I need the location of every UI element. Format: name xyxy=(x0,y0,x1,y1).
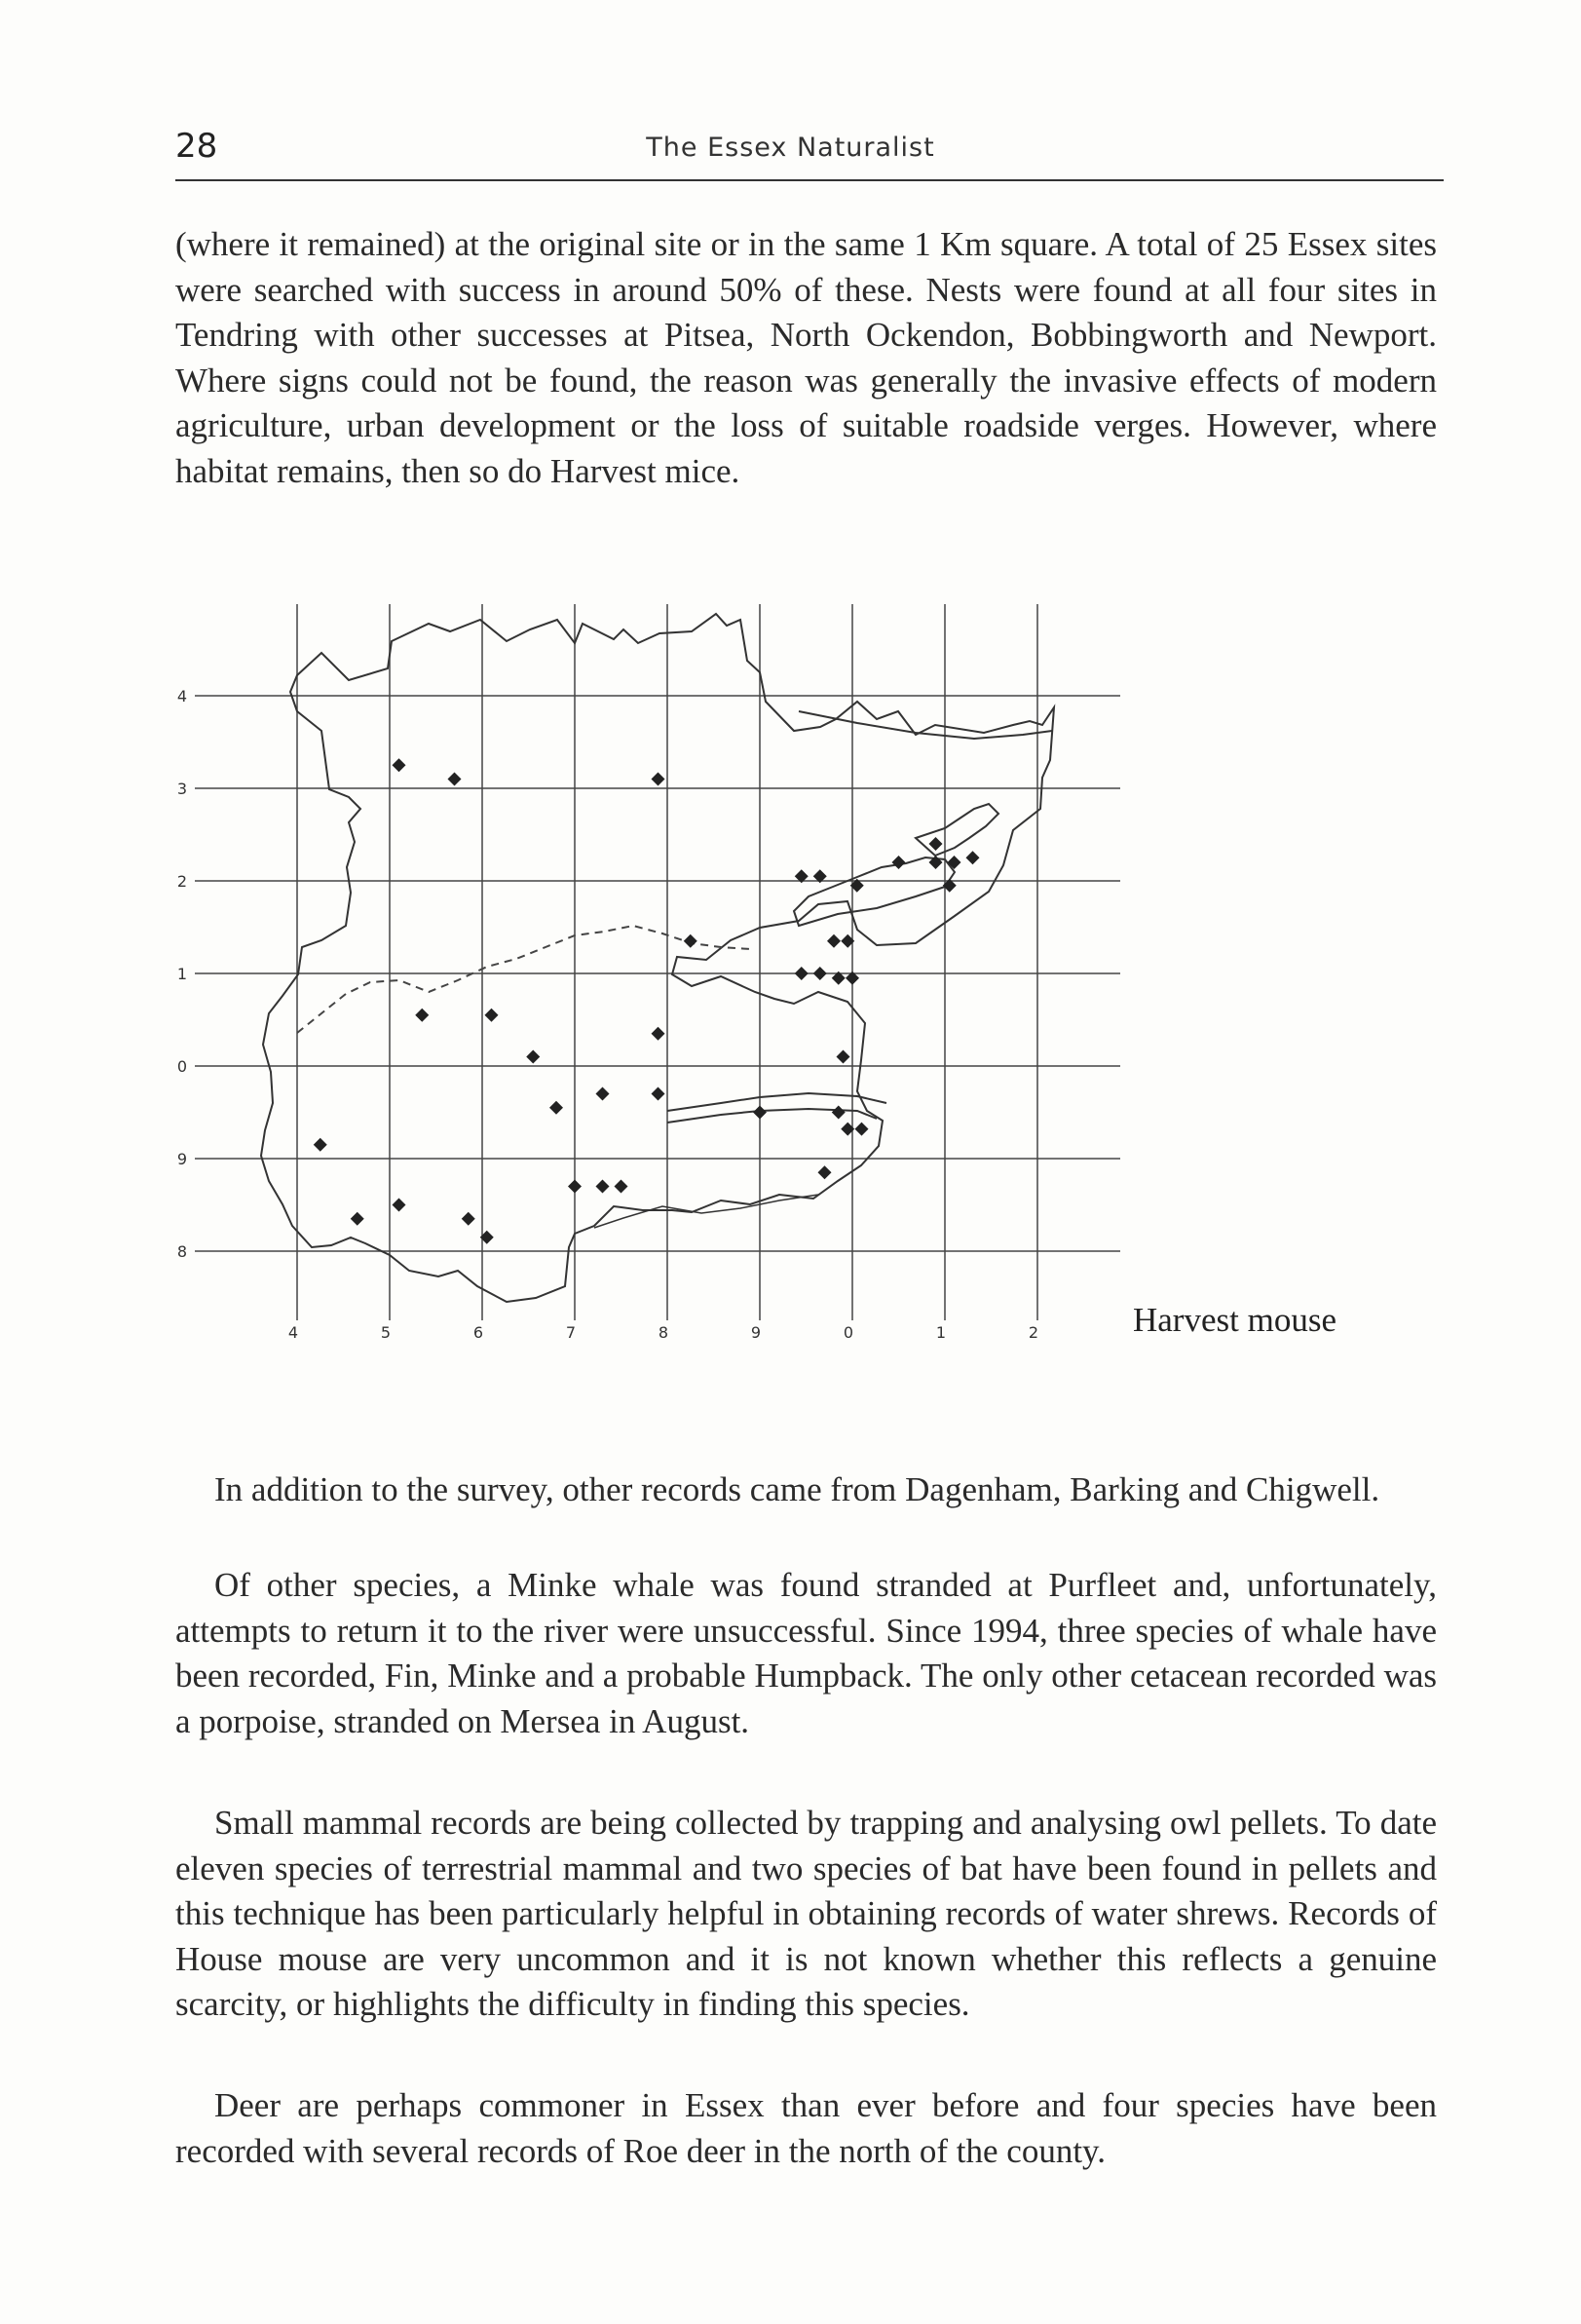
easting-label: 6 xyxy=(472,1323,484,1342)
paragraph-additional-records: In addition to the survey, other records came from Dagenham, Barking and Chigwell. xyxy=(214,1470,1380,1508)
record-dot xyxy=(652,1027,665,1041)
paragraph-harvest-survey: (where it remained) at the original site or in the same 1 Km square. A total of 25 Essex sites were searched with success in around 50% of these. Nests were found at all four sites in Tendring with other successes at Pitsea, North Ockendon, Bobbingworth and Newport. Where signs could not be found, the reason was generally the invasive effects of modern agriculture, urban development or the loss of suitable roadside verges. However, where habitat remains, then so do Harvest mice. xyxy=(175,225,1437,490)
record-dots xyxy=(314,758,980,1244)
colne-estuary xyxy=(916,804,998,856)
header-rule xyxy=(175,179,1444,181)
easting-label: 2 xyxy=(1028,1323,1039,1342)
record-dot xyxy=(615,1180,628,1194)
record-dot xyxy=(929,837,943,851)
record-dot xyxy=(393,758,406,772)
record-dot xyxy=(596,1087,610,1101)
record-dot xyxy=(485,1009,499,1022)
easting-label: 8 xyxy=(658,1323,669,1342)
paragraph-small-mammals: Small mammal records are being collected by trapping and analysing owl pellets. To date eleven species of terrestrial mammal and two species of bat have been found in pellets and this technique has been particularly helpful in obtaining records of water shrews. Records of House mouse are very uncommon and it is not known whether this reflects a genuine scarcity, or highlights the difficulty in finding this species. xyxy=(175,1804,1437,2023)
northing-label: 3 xyxy=(176,780,187,798)
easting-label: 9 xyxy=(750,1323,762,1342)
record-dot xyxy=(314,1138,327,1152)
northing-label: 9 xyxy=(176,1150,187,1168)
northing-label: 0 xyxy=(176,1057,187,1076)
easting-label: 5 xyxy=(380,1323,392,1342)
northing-label: 1 xyxy=(176,965,187,983)
axis-labels xyxy=(177,687,1038,1342)
record-dot xyxy=(892,856,906,869)
record-dot xyxy=(818,1165,832,1179)
record-dot xyxy=(948,856,961,869)
easting-label: 7 xyxy=(565,1323,577,1342)
record-dot xyxy=(652,1087,665,1101)
record-dot xyxy=(966,851,980,864)
page-number: 28 xyxy=(175,127,218,166)
northing-label: 4 xyxy=(176,687,187,705)
record-dot xyxy=(795,967,809,980)
easting-label: 4 xyxy=(287,1323,299,1342)
crouch-estuary xyxy=(667,1093,886,1123)
record-dot xyxy=(855,1123,869,1136)
northing-label: 8 xyxy=(176,1242,187,1261)
record-dot xyxy=(415,1009,429,1022)
record-dot xyxy=(526,1050,540,1064)
blackwater-estuary xyxy=(794,857,955,926)
record-dot xyxy=(813,967,827,980)
record-dot xyxy=(393,1199,406,1212)
map-caption: Harvest mouse xyxy=(1133,1301,1336,1339)
easting-label: 1 xyxy=(935,1323,947,1342)
northing-label: 2 xyxy=(176,872,187,891)
record-dot xyxy=(448,773,462,786)
essex-grid-map xyxy=(175,604,1149,1384)
paragraph-cetaceans: Of other species, a Minke whale was found stranded at Purfleet and, unfortunately, attempts to return it to the river were unsuccessful. Since 1994, three species of whale have been recorded, Fin, Minke and a probable Humpback. The only other cetacean recorded was a porpoise, stranded on Mersea in August. xyxy=(175,1566,1437,1740)
record-dot xyxy=(837,1050,850,1064)
record-dot xyxy=(568,1180,582,1194)
record-dot xyxy=(351,1212,364,1226)
easting-label: 0 xyxy=(843,1323,854,1342)
record-dot xyxy=(832,1106,846,1120)
record-dot xyxy=(684,934,697,948)
record-dot xyxy=(462,1212,475,1226)
record-dot xyxy=(549,1101,563,1115)
record-dot xyxy=(596,1180,610,1194)
paragraph-deer: Deer are perhaps commoner in Essex than ever before and four species have been recorded with several records of Roe deer in the north of the county. xyxy=(175,2086,1437,2170)
record-dot xyxy=(753,1106,767,1120)
distribution-map xyxy=(175,604,1149,1384)
thames-coast xyxy=(594,1195,818,1228)
record-dot xyxy=(652,773,665,786)
essex-county-outline xyxy=(261,614,1054,1302)
record-dot xyxy=(827,934,841,948)
running-title: The Essex Naturalist xyxy=(646,133,935,163)
grid-lines xyxy=(195,604,1120,1320)
